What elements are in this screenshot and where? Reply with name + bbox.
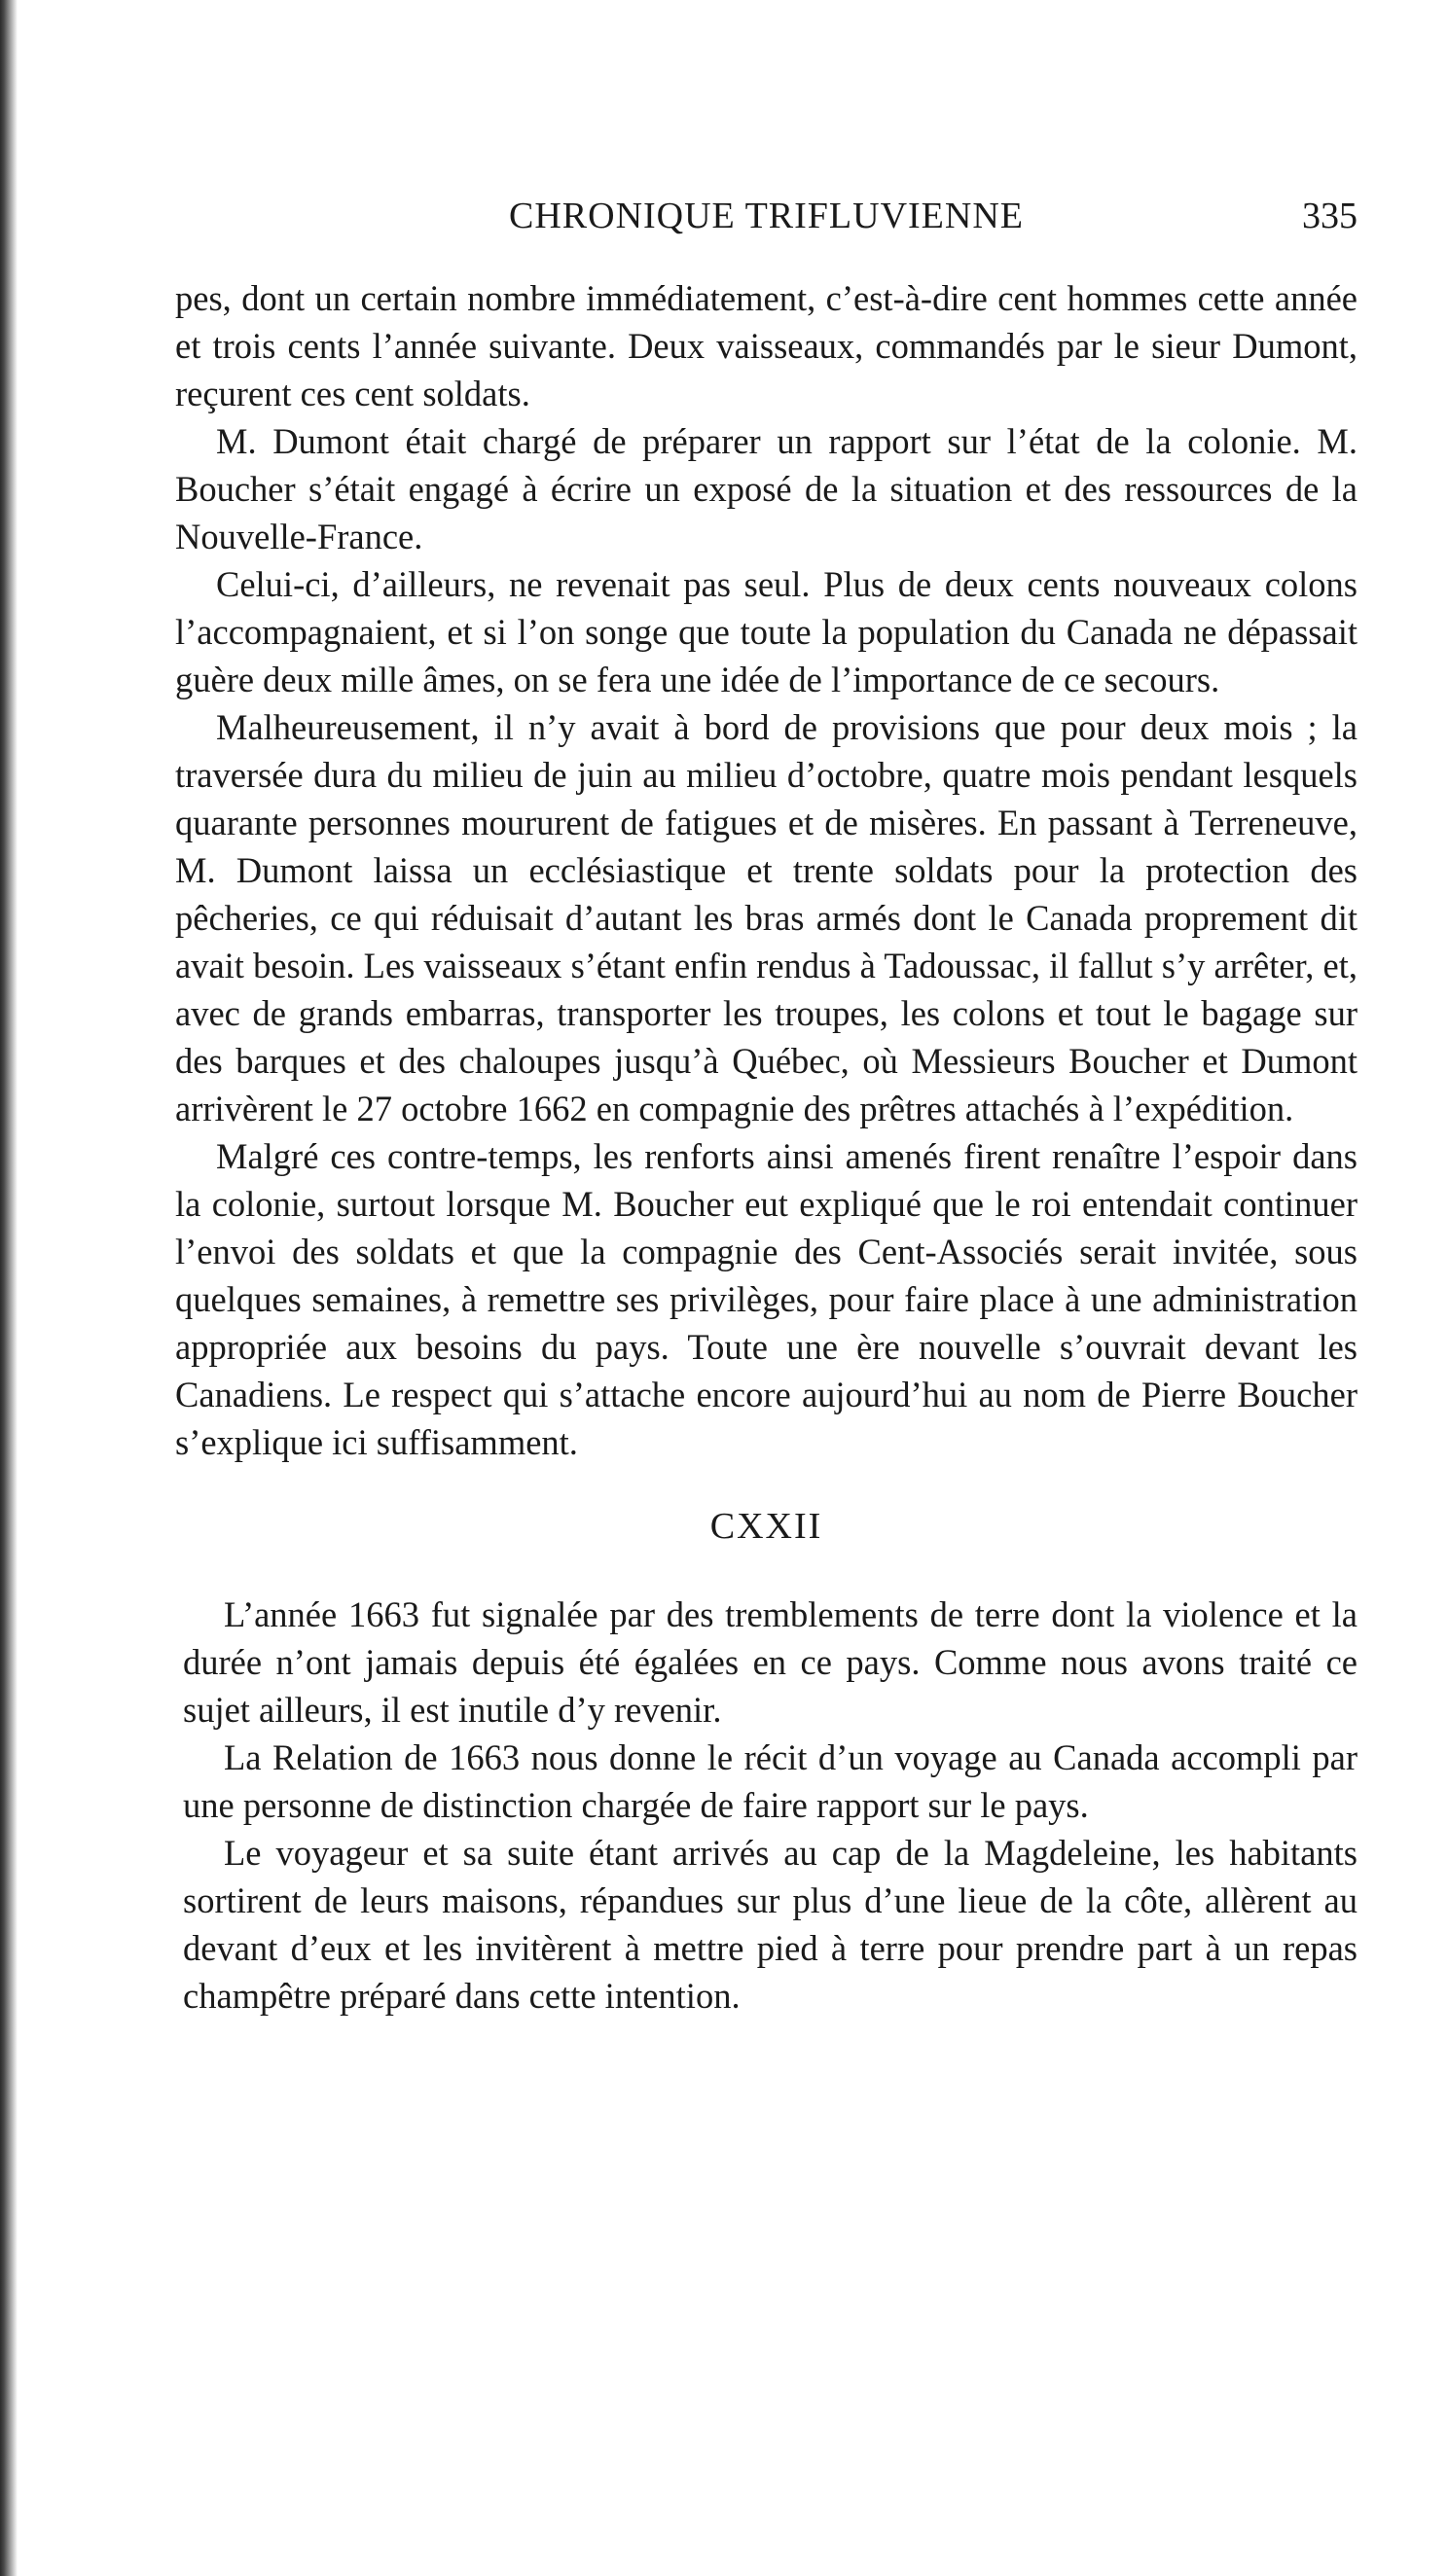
paragraph: pes, dont un certain nombre immédiatement, c’est-à-dire cent hommes cette année et trois cents l’année suivante. Deux vaisseaux, commandés par le sieur Dumont, reçurent ces cent soldats. xyxy=(175,278,1358,413)
section-cxxii xyxy=(175,1591,1358,2020)
paragraph: L’année 1663 fut signalée par des tremblements de terre dont la violence et la durée n’ont jamais depuis été égalées en ce pays. Comme nous avons traité ce sujet ailleurs, il est inutile d’y revenir. xyxy=(183,1594,1358,1730)
running-title: CHRONIQUE TRIFLUVIENNE xyxy=(509,196,1024,236)
page-number: 335 xyxy=(1302,196,1358,236)
page-binding-edge xyxy=(0,0,18,2576)
paragraph: Malheureusement, il n’y avait à bord de provisions que pour deux mois ; la traversée dura du milieu de juin au milieu d’octobre, quatre mois pendant lesquels quarante personnes moururent de fatigues et de misères. En passant à Terreneuve, M. Dumont laissa un ecclésiastique et trente soldats pour la protection des pêcheries, ce qui réduisait d’autant les bras armés dont le Canada proprement dit avait besoin. Les vaisseaux s’étant enfin rendus à Tadoussac, il fallut s’y arrêter, et, avec de grands embarras, transporter les troupes, les colons et tout le bagage sur des barques et des chaloupes jusqu’à Québec, où Messieurs Boucher et Dumont arrivèrent le 27 octobre 1662 en compagnie des prêtres attachés à l’expédition. xyxy=(175,707,1358,1128)
paragraph: Malgré ces contre-temps, les renforts ainsi amenés firent renaître l’espoir dans la colonie, surtout lorsque M. Boucher eut expliqué que le roi entendait continuer l’envoi des soldats et que la compagnie des Cent-Associés serait invitée, sous quelques semaines, à remettre ses privilèges, pour faire place à une administration appropriée aux besoins du pays. Toute une ère nouvelle s’ouvrait devant les Canadiens. Le respect qui s’attache encore aujourd’hui au nom de Pierre Boucher s’explique ici suffisamment. xyxy=(175,1136,1358,1462)
paragraph: La Relation de 1663 nous donne le récit d’un voyage au Canada accompli par une personne de distinction chargée de faire rapport sur le pays. xyxy=(183,1737,1358,1825)
paragraph: Le voyageur et sa suite étant arrivés au cap de la Magdeleine, les habitants sortirent de leurs maisons, répandues sur plus d’une lieue de la côte, allèrent au devant d’eux et les invitèrent à mettre pied à terre pour prendre part à un repas champêtre préparé dans cette intention. xyxy=(183,1833,1358,2016)
book-page xyxy=(175,195,1358,2020)
running-head xyxy=(175,195,1358,253)
section-continuation xyxy=(175,274,1358,1466)
section-heading: CXXII xyxy=(709,1506,823,1547)
paragraph: M. Dumont était chargé de préparer un rapport sur l’état de la colonie. M. Boucher s’était engagé à écrire un exposé de la situation et des ressources de la Nouvelle-France. xyxy=(175,421,1358,556)
paragraph: Celui-ci, d’ailleurs, ne revenait pas seul. Plus de deux cents nouveaux colons l’accompagnaient, et si l’on songe que toute la population du Canada ne dépassait guère deux mille âmes, on se fera une idée de l’importance de ce secours. xyxy=(175,564,1358,699)
